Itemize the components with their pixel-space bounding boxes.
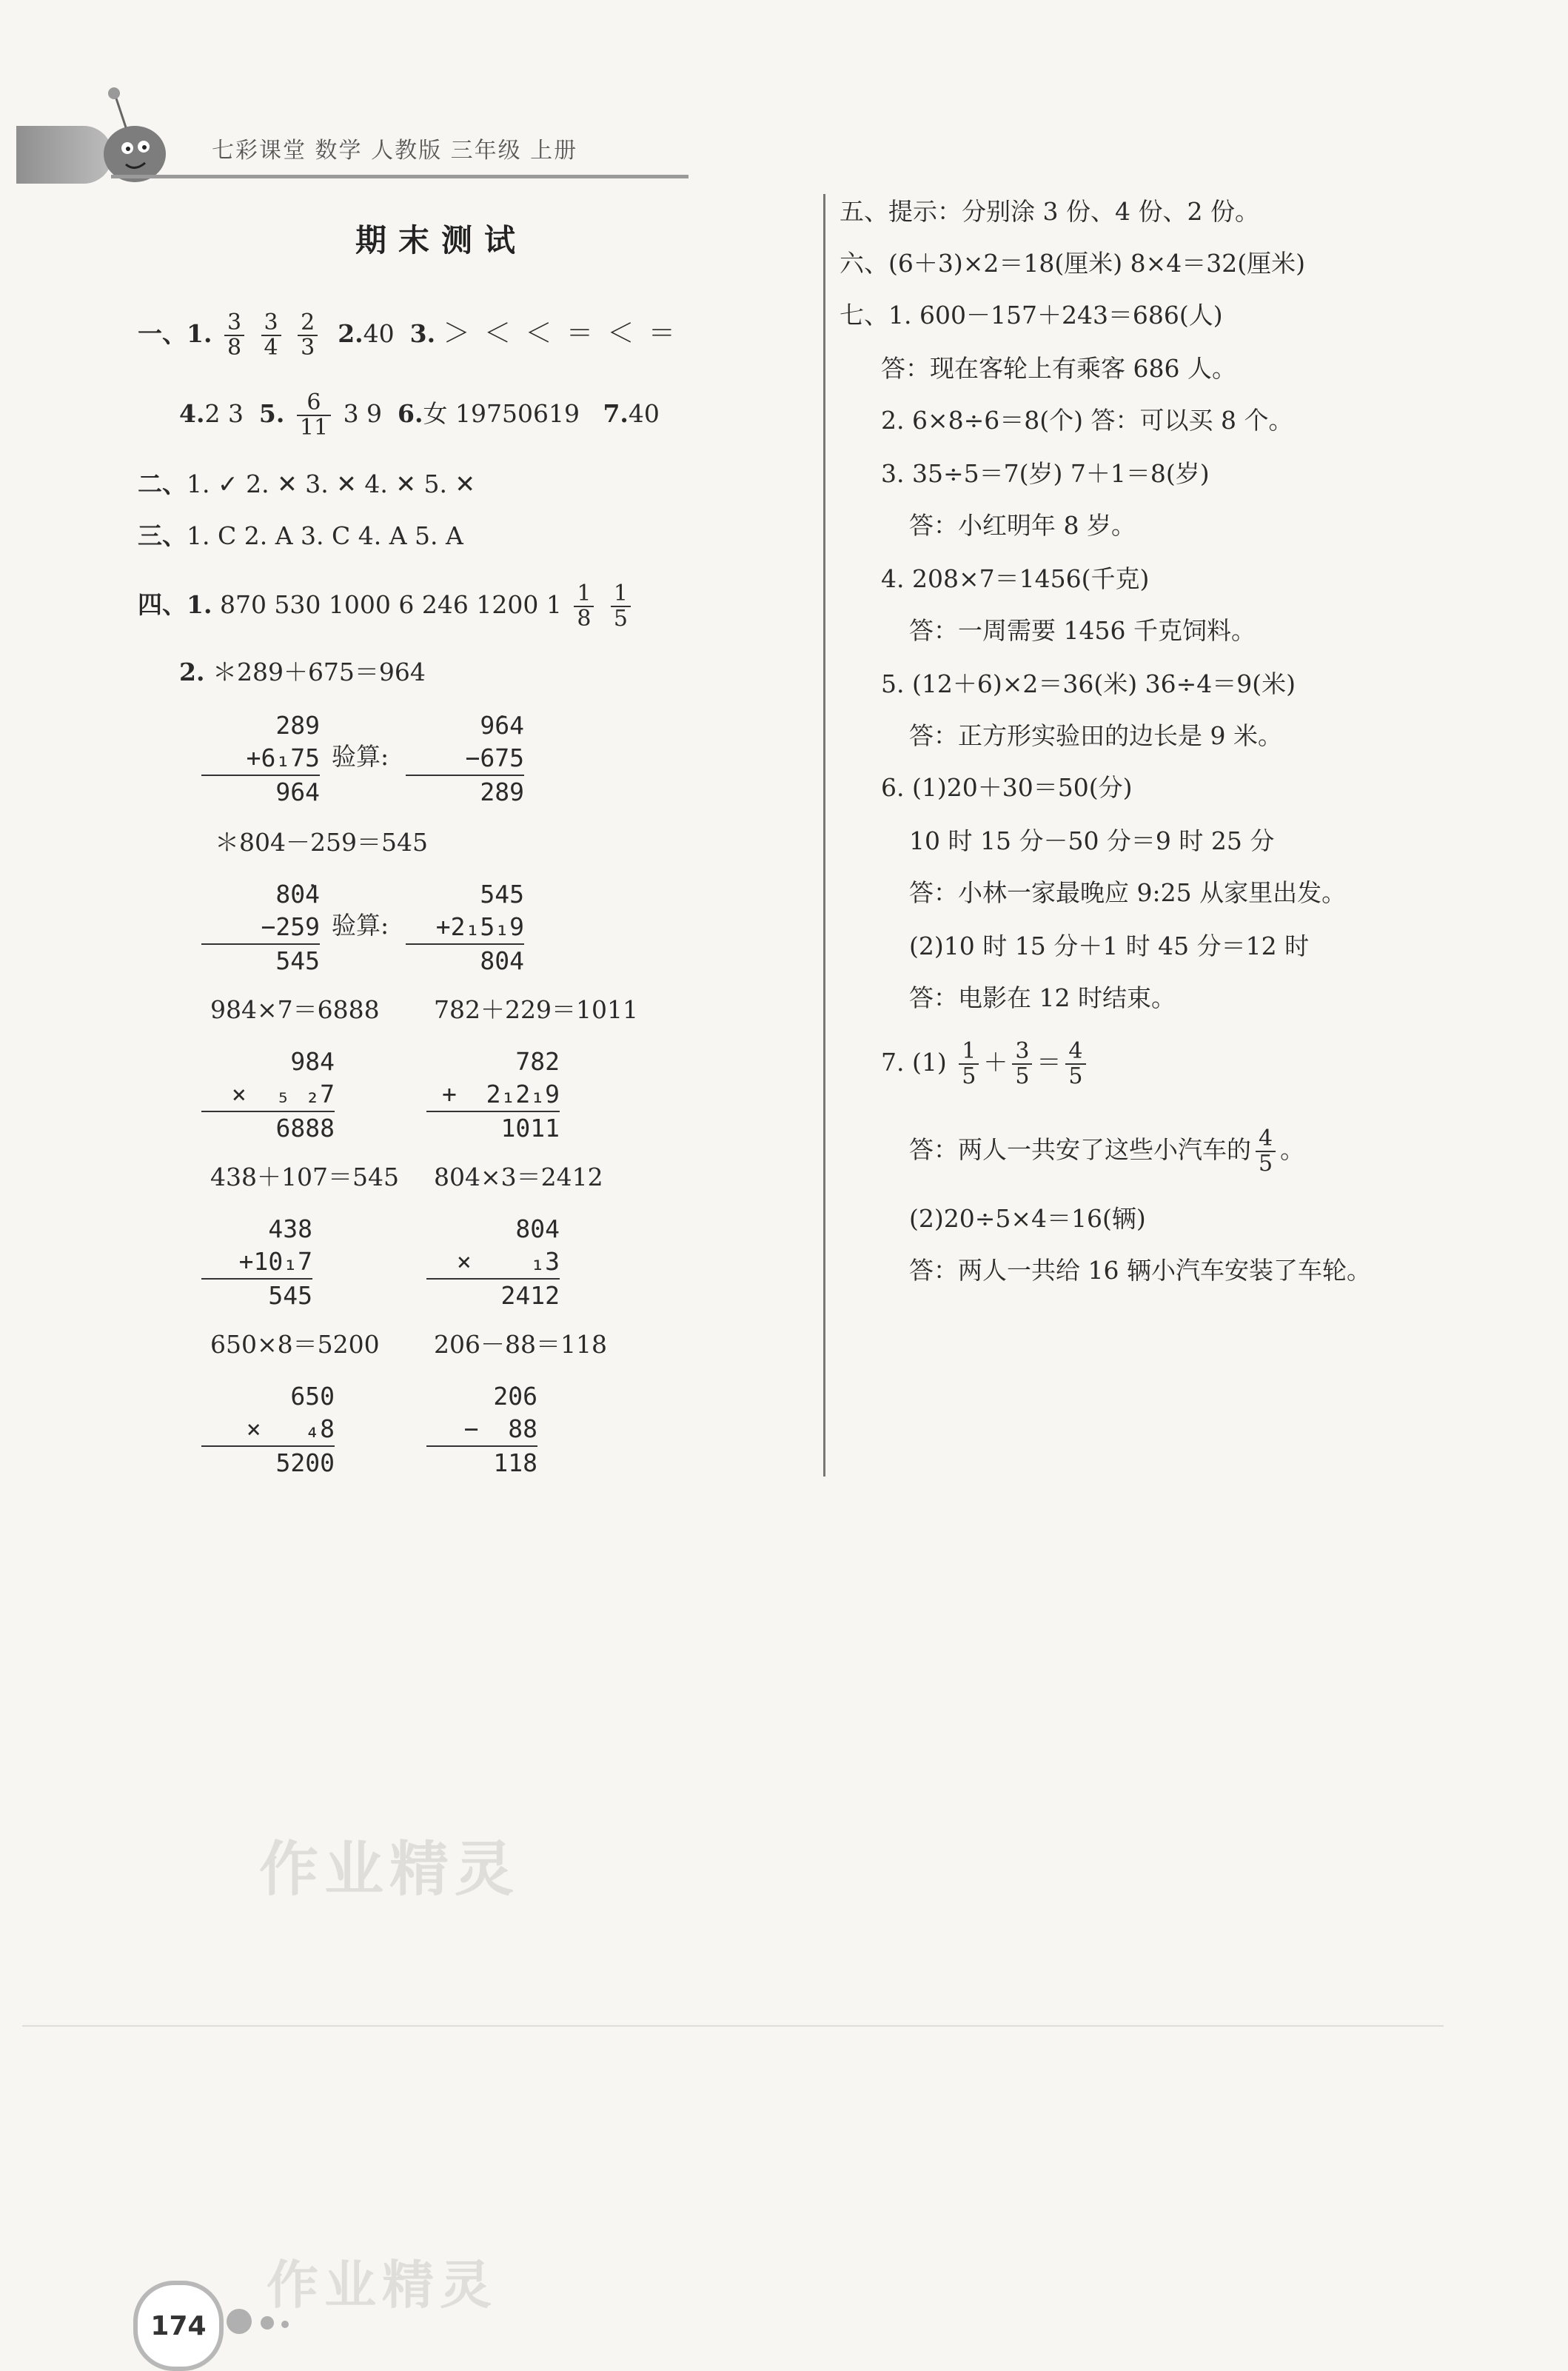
answer-line: 答：一周需要 1456 千克饲料。 — [909, 616, 1256, 645]
page-title: 期末测试 — [355, 222, 528, 258]
section-2: 二、1. ✓ 2. ✕ 3. ✕ 4. ✕ 5. ✕ — [138, 469, 476, 498]
page-number: 174 — [133, 2281, 224, 2371]
watermark: 作业精灵 — [259, 1835, 520, 1904]
header-rule — [111, 175, 688, 178]
decorative-dot — [227, 2309, 252, 2334]
answer-line: 答：两人一共给 16 辆小汽车安装了车轮。 — [909, 1256, 1371, 1285]
watermark: 作业精灵 — [267, 2255, 497, 2315]
working-line: (2)10 时 15 分＋1 时 45 分＝12 时 — [909, 932, 1310, 960]
section-7-q6: 6. (1)20＋30＝50(分) — [881, 773, 1133, 802]
fraction: $\frac{3}{5}$ — [1012, 1040, 1032, 1088]
section-7-q4: 4. 208×7＝1456(千克) — [881, 564, 1150, 593]
answer-line: 答：两人一共安了这些小汽车的 $\frac{4}{5}$ 。 — [909, 1126, 1305, 1177]
equation: 984×7＝6888 — [210, 995, 380, 1024]
vertical-calc-multiply: 984 × ₅ ₂7 6888 — [201, 1046, 335, 1145]
vertical-calc-add: 289 +6₁75 964 — [201, 709, 320, 809]
footer-rule — [22, 2025, 1444, 2027]
section-6: 六、(6＋3)×2＝18(厘米) 8×4＝32(厘米) — [840, 249, 1305, 278]
answer-line: 答：小红明年 8 岁。 — [909, 511, 1136, 540]
fraction: $\frac{3}{4}$ — [261, 311, 281, 360]
working-line: 10 时 15 分－50 分＝9 时 25 分 — [909, 826, 1275, 855]
equation: 804×3＝2412 — [434, 1163, 603, 1191]
section-4-line-1: 四、1. 870 530 1000 6 246 1200 1 $\frac{1}{8}$ $\frac{1}{5}$ — [138, 582, 635, 631]
vertical-calc-multiply: 650 × ₄8 5200 — [201, 1380, 335, 1479]
check-label: 验算: — [332, 911, 389, 940]
vertical-calc-subtract: 2̇06 − 88 118 — [426, 1380, 537, 1479]
fraction: $\frac{4}{5}$ — [1065, 1040, 1085, 1088]
column-divider — [823, 194, 825, 1477]
fraction: $\frac{4}{5}$ — [1256, 1127, 1276, 1176]
vertical-calc-check: 545 +2₁5₁9 804 — [406, 878, 524, 977]
check-label: 验算: — [332, 742, 389, 771]
section-7-q3: 3. 35÷5＝7(岁) 7＋1＝8(岁) — [881, 459, 1210, 488]
section-5: 五、提示：分别涂 3 份、4 份、2 份。 — [840, 197, 1259, 226]
equation: 650×8＝5200 — [210, 1330, 380, 1359]
fraction: $\frac{6}{11}$ — [297, 391, 331, 440]
fraction: $\frac{2}{3}$ — [298, 311, 318, 360]
section-4-q2-eq1: 2. ＊289＋675＝964 — [179, 658, 426, 686]
vertical-calc-check: 9̇64 −675 289 — [406, 709, 524, 809]
section-7-q7: 7. (1) $\frac{1}{5}$ ＋ $\frac{3}{5}$ ＝ $\frac{4}{5}$ — [881, 1040, 1090, 1088]
fraction: $\frac{3}{8}$ — [224, 311, 244, 360]
answer-line: 答：电影在 12 时结束。 — [909, 983, 1176, 1012]
vertical-calc-multiply: 804 × ₁3 2412 — [426, 1213, 560, 1312]
section-1-line-2: 4.2 3 5. $\frac{6}{11}$ 3 9 6.女 19750619 7.40 — [179, 389, 660, 441]
equation: 782＋229＝1011 — [434, 995, 638, 1024]
section-7-q1: 七、1. 600－157＋243＝686(人) — [840, 301, 1223, 330]
answer-line: 答：现在客轮上有乘客 686 人。 — [881, 354, 1236, 383]
section-4-q2-eq2: ＊804－259＝545 — [215, 828, 428, 857]
vertical-calc-add: 438 +10₁7 545 — [201, 1213, 312, 1312]
section-7-q2: 2. 6×8÷6＝8(个) 答：可以买 8 个。 — [881, 406, 1293, 435]
equation: 438＋107＝545 — [210, 1163, 399, 1191]
fraction: $\frac{1}{8}$ — [574, 582, 594, 631]
section-7-q5: 5. (12＋6)×2＝36(米) 36÷4＝9(米) — [881, 669, 1296, 698]
header-text: 七彩课堂 数学 人教版 三年级 上册 — [212, 138, 578, 164]
answer-line: 答：小林一家最晚应 9:25 从家里出发。 — [909, 878, 1347, 907]
section-3: 三、1. C 2. A 3. C 4. A 5. A — [138, 521, 463, 550]
vertical-calc-subtract: 8̇0̇4 −259 545 — [201, 878, 320, 977]
vertical-calc-add: 782 + 2₁2₁9 1011 — [426, 1046, 560, 1145]
decorative-dot — [281, 2321, 289, 2328]
fraction: $\frac{1}{5}$ — [611, 582, 631, 631]
section-1-line-1: 一、1. $\frac{3}{8}$ $\frac{3}{4}$ $\frac{2}{3}$ 2.40 3. ＞ ＜ ＜ ＝ ＜ ＝ — [138, 310, 678, 361]
answer-line: 答：正方形实验田的边长是 9 米。 — [909, 721, 1282, 750]
fraction: $\frac{1}{5}$ — [959, 1040, 979, 1088]
working-line: (2)20÷5×4＝16(辆) — [909, 1204, 1146, 1233]
equation: 206－88＝118 — [434, 1330, 607, 1359]
